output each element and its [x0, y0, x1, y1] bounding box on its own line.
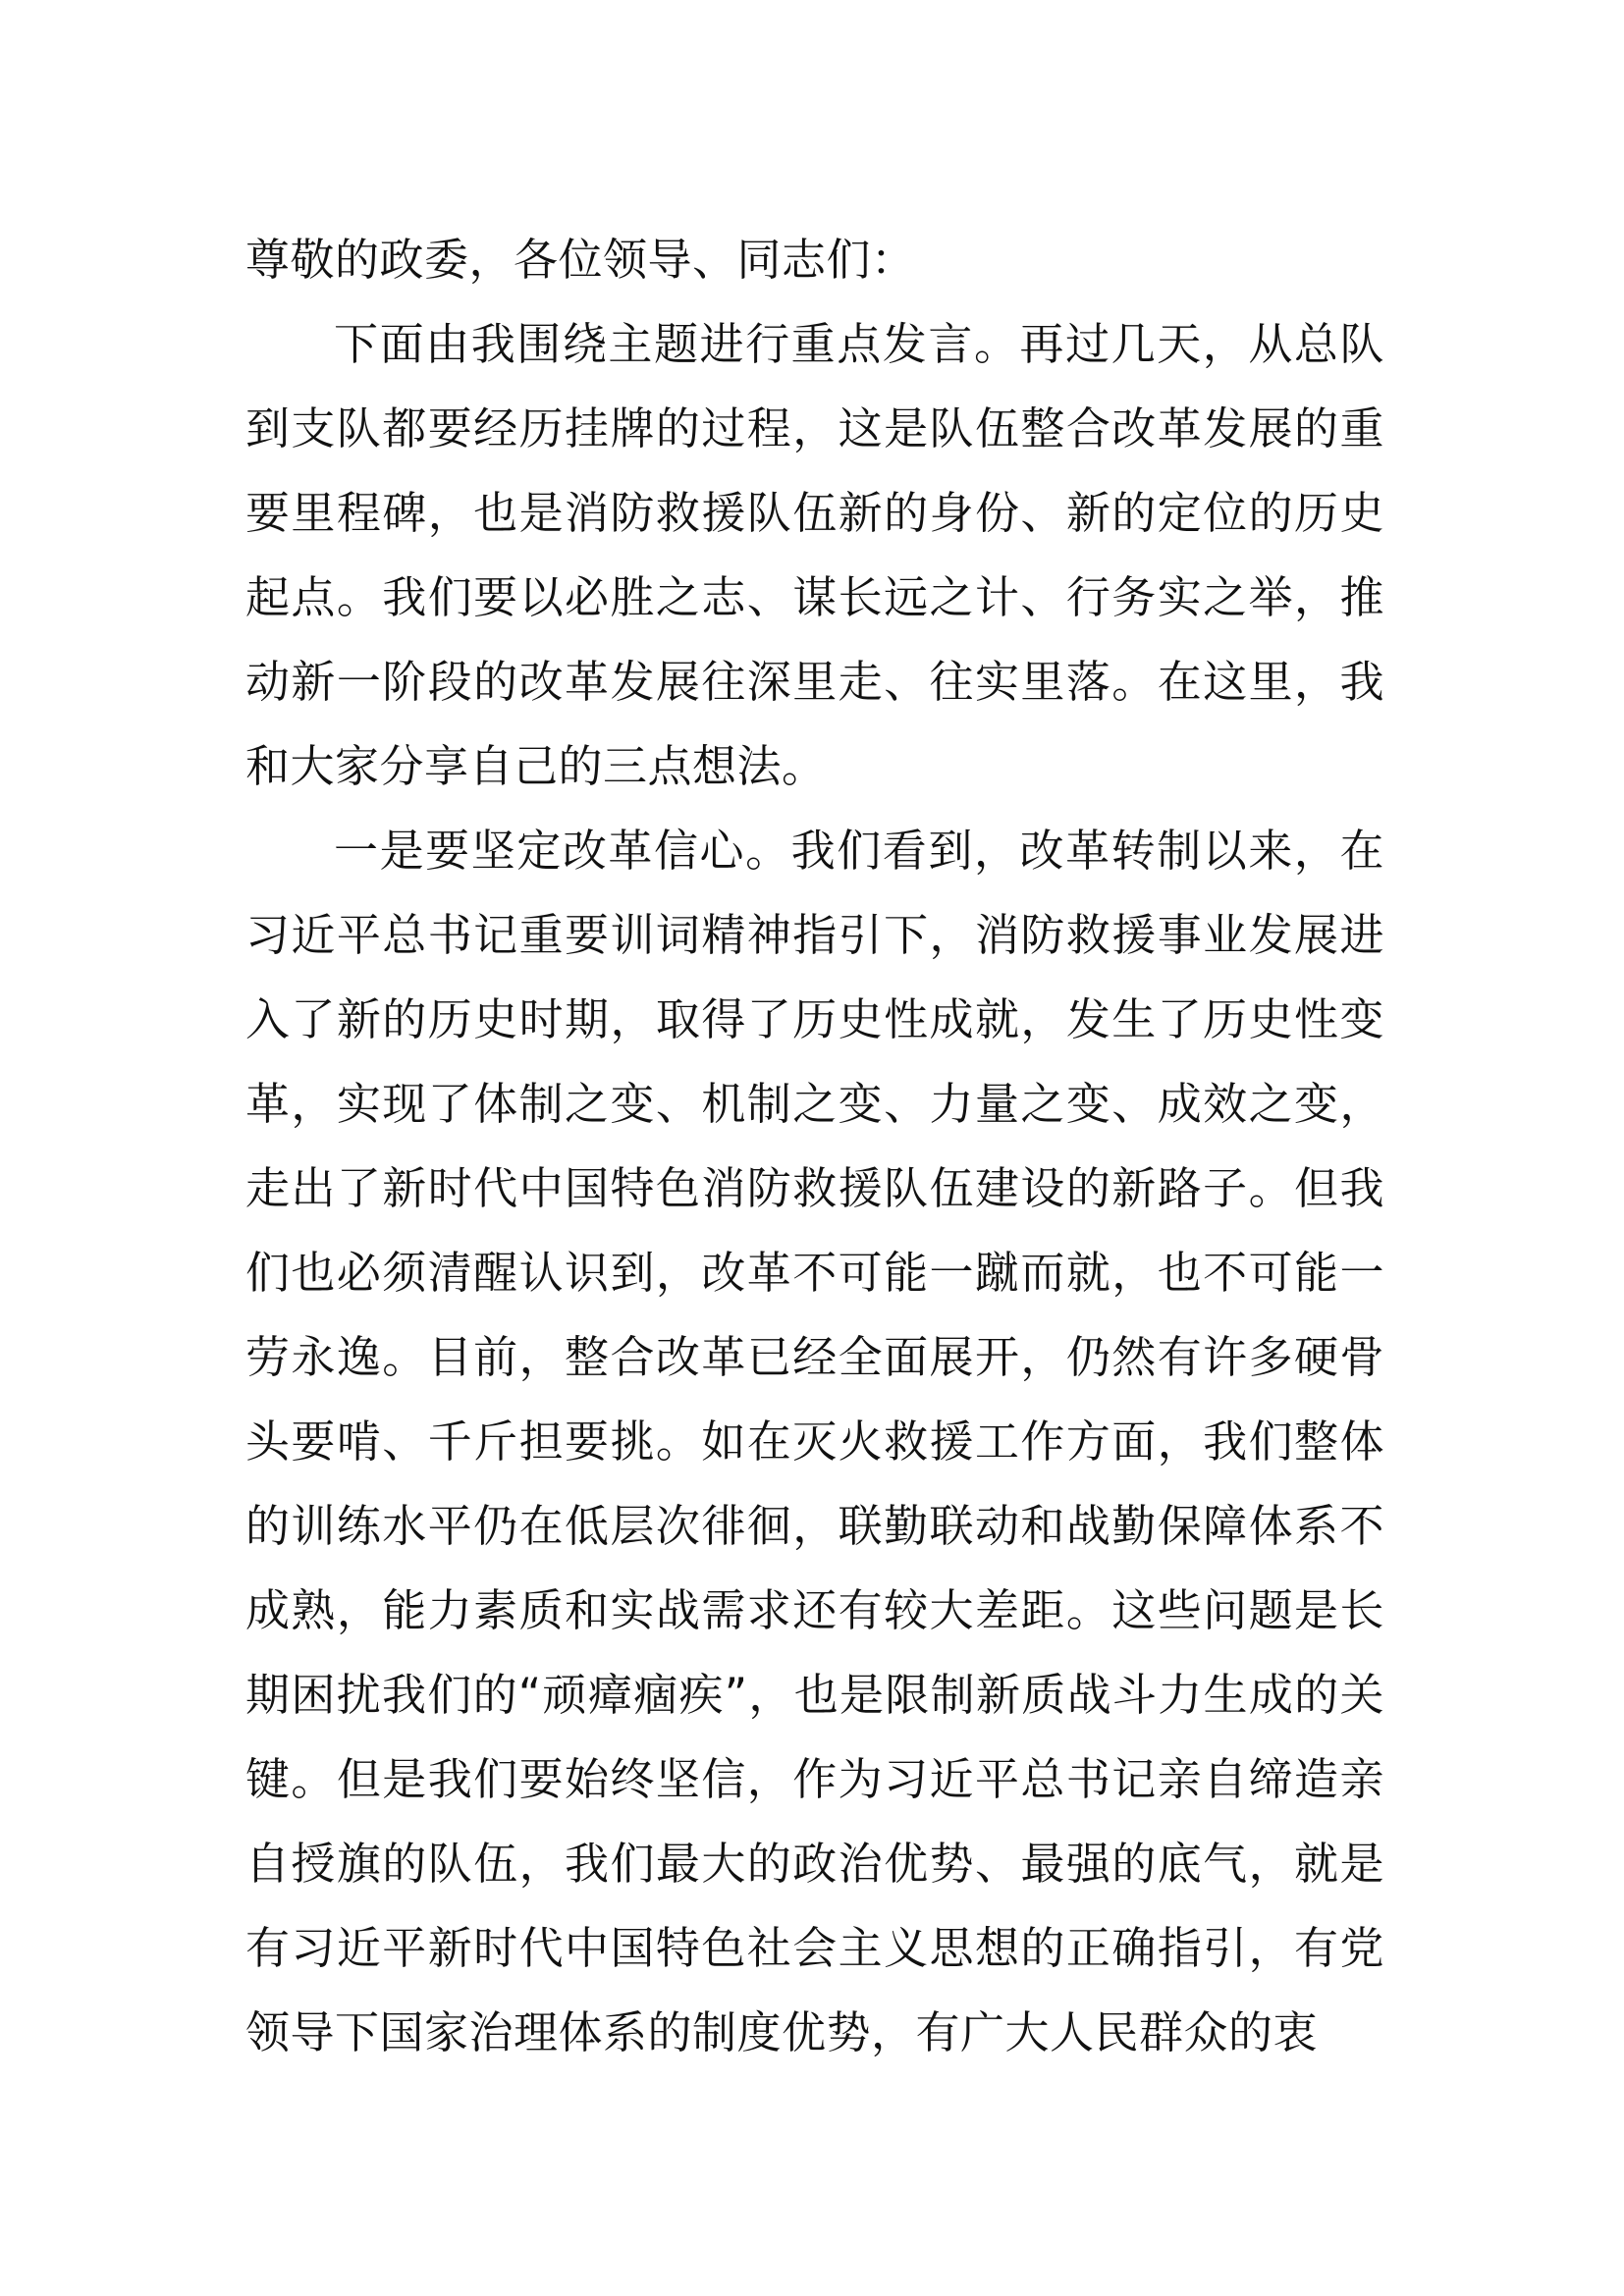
salutation: 尊敬的政委，各位领导、同志们： [245, 234, 916, 286]
document-body [245, 218, 1384, 2075]
paragraph-point-one: 一是要坚定改革信心。我们看到，改革转制以来，在习近平总书记重要训词精神指引下，消防救援事业发展进入了新的历史时期，取得了历史性成就，发生了历史性变革，实现了体制之变、机制之变、力量之变、成效之变，走出了新时代中国特色消防救援队伍建设的新路子。但我们也必须清醒认识到，改革不可能一蹴而就，也不可能一劳永逸。目前，整合改革已经全面展开，仍然有许多硬骨头要啃、千斤担要挑。如在灭火救援工作方面，我们整体的训练水平仍在低层次徘徊，联勤联动和战勤保障体系不成熟，能力素质和实战需求还有较大差距。这些问题是长期困扰我们的“顽瘴痼疾”，也是限制新质战斗力生成的关键。但是我们要始终坚信，作为习近平总书记亲自缔造亲自授旗的队伍，我们最大的政治优势、最强的底气，就是有习近平新时代中国特色社会主义思想的正确指引，有党领导下国家治理体系的制度优势，有广大人民群众的衷 [245, 825, 1384, 2058]
paragraph-intro: 下面由我围绕主题进行重点发言。再过几天，从总队到支队都要经历挂牌的过程，这是队伍整合改革发展的重要里程碑，也是消防救援队伍新的身份、新的定位的历史起点。我们要以必胜之志、谋长远之计、行务实之举，推动新一阶段的改革发展往深里走、往实里落。在这里，我和大家分享自己的三点想法。 [245, 318, 1384, 792]
